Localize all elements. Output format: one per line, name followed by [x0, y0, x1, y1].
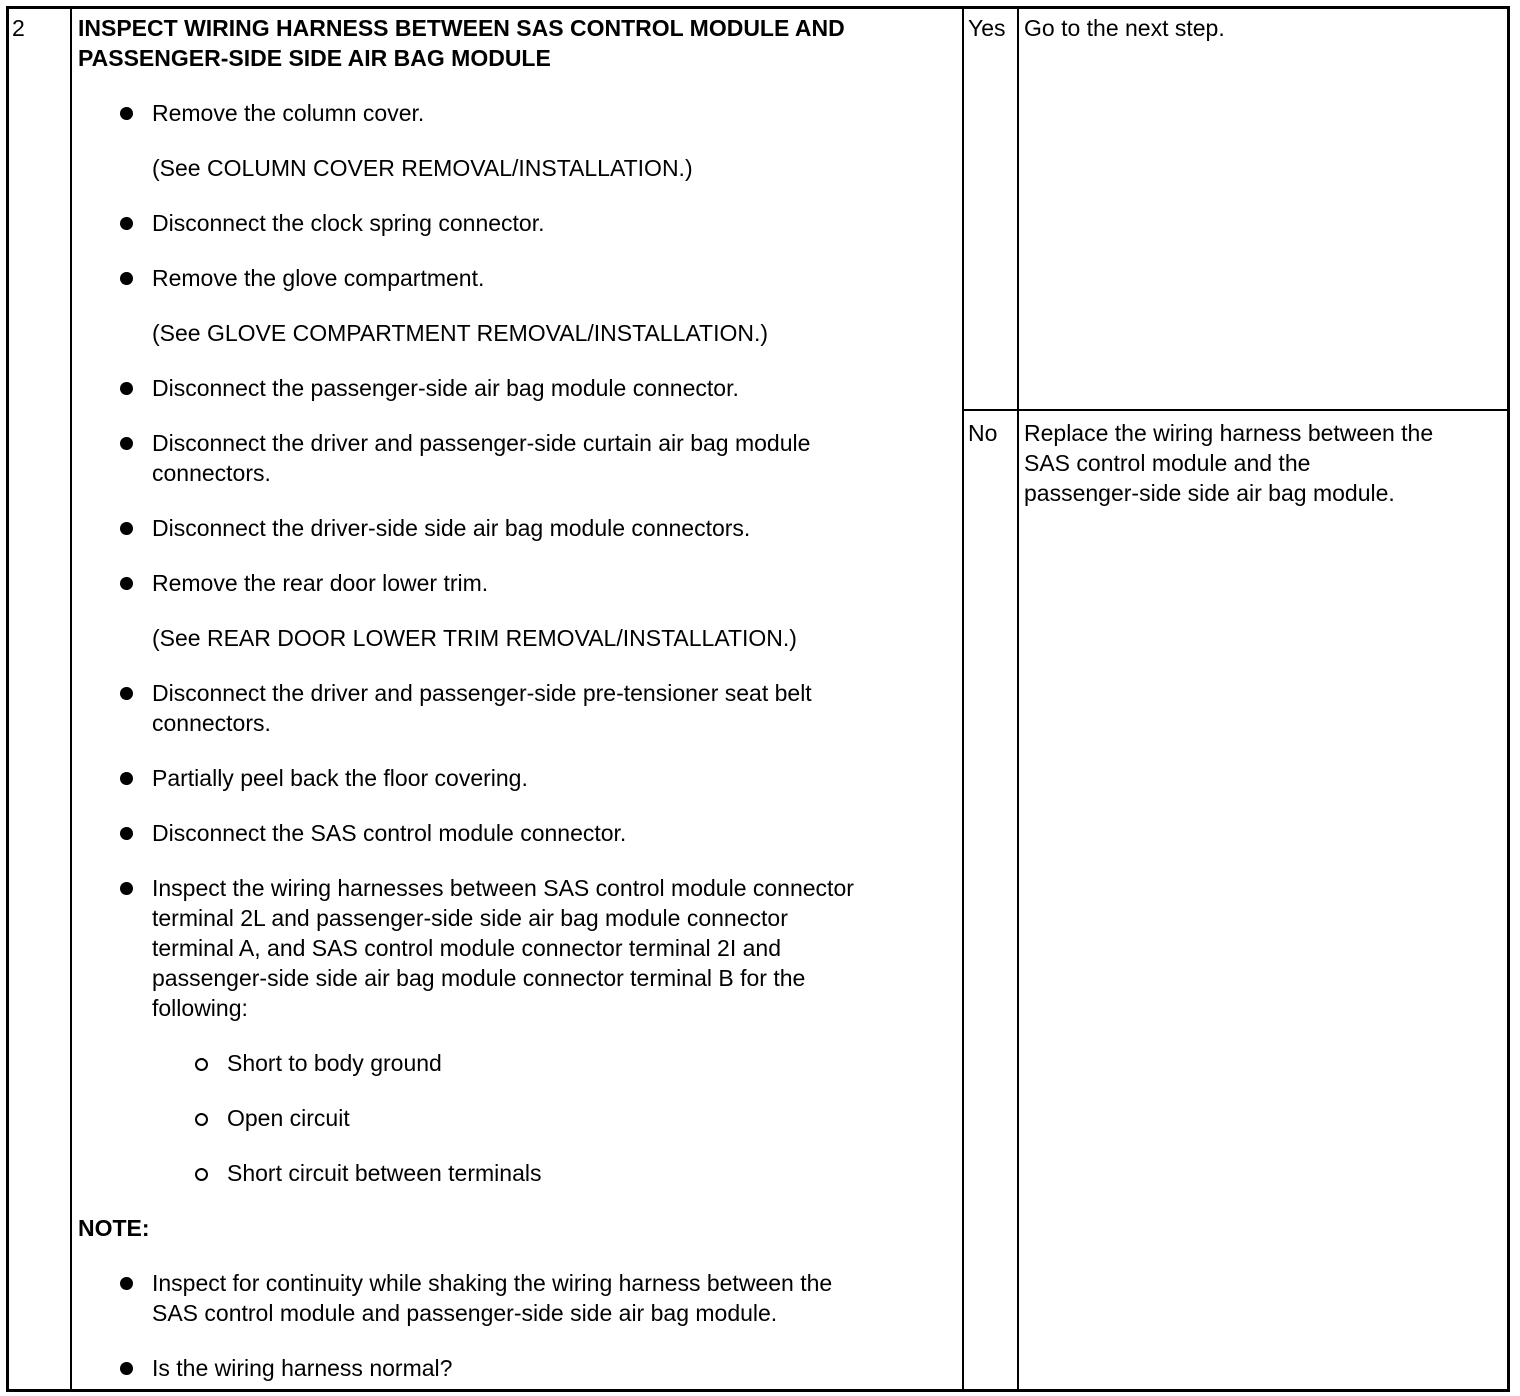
reference-text: (See REAR DOOR LOWER TRIM REMOVAL/INSTALLATION.) — [152, 625, 797, 651]
note-item: Inspect for continuity while shaking the wiring harness between the — [152, 1270, 833, 1296]
note-label: NOTE: — [78, 1215, 150, 1241]
list-item-continuation: connectors. — [152, 710, 271, 736]
sub-list-item: Short to body ground — [227, 1050, 442, 1076]
reference-text: (See COLUMN COVER REMOVAL/INSTALLATION.) — [152, 155, 693, 181]
sub-bullet-icon — [195, 1113, 208, 1126]
yes-action: Go to the next step. — [1024, 15, 1225, 41]
no-action-line3: passenger-side side air bag module. — [1024, 480, 1395, 506]
yes-label: Yes — [968, 15, 1006, 41]
list-item: Disconnect the SAS control module connector. — [152, 820, 627, 846]
list-item: Remove the column cover. — [152, 100, 425, 126]
bullet-icon — [120, 772, 133, 785]
column-divider-action — [1017, 9, 1019, 1389]
list-item: Disconnect the clock spring connector. — [152, 210, 545, 236]
list-item: Disconnect the driver and passenger-side curtain air bag module — [152, 430, 811, 456]
row-divider-yes-no — [964, 409, 1507, 411]
bullet-icon — [120, 1277, 133, 1290]
step-title-line2: PASSENGER-SIDE SIDE AIR BAG MODULE — [78, 45, 551, 71]
sub-list-item: Open circuit — [227, 1105, 350, 1131]
list-item: Disconnect the passenger-side air bag module connector. — [152, 375, 739, 401]
bullet-icon — [120, 1362, 133, 1375]
list-item: Remove the rear door lower trim. — [152, 570, 489, 596]
sub-bullet-icon — [195, 1058, 208, 1071]
bullet-icon — [120, 272, 133, 285]
bullet-icon — [120, 437, 133, 450]
step-number: 2 — [12, 15, 25, 41]
bullet-icon — [120, 217, 133, 230]
no-action-line2: SAS control module and the — [1024, 450, 1311, 476]
note-item-continuation: SAS control module and passenger-side side air bag module. — [152, 1300, 778, 1326]
list-item: Partially peel back the floor covering. — [152, 765, 528, 791]
list-item-continuation: terminal A, and SAS control module connector terminal 2I and — [152, 935, 782, 961]
bullet-icon — [120, 687, 133, 700]
list-item: Disconnect the driver-side side air bag module connectors. — [152, 515, 751, 541]
bullet-icon — [120, 827, 133, 840]
bullet-icon — [120, 107, 133, 120]
column-divider-step — [70, 9, 72, 1389]
question-text: Is the wiring harness normal? — [152, 1355, 453, 1381]
bullet-icon — [120, 882, 133, 895]
bullet-icon — [120, 522, 133, 535]
step-title-line1: INSPECT WIRING HARNESS BETWEEN SAS CONTROL MODULE AND — [78, 15, 845, 41]
list-item-continuation: terminal 2L and passenger-side side air bag module connector — [152, 905, 788, 931]
column-divider-result — [962, 9, 964, 1389]
sub-list-item: Short circuit between terminals — [227, 1160, 542, 1186]
list-item-continuation: connectors. — [152, 460, 271, 486]
sub-bullet-icon — [195, 1168, 208, 1181]
bullet-icon — [120, 382, 133, 395]
list-item-continuation: following: — [152, 995, 248, 1021]
list-item: Inspect the wiring harnesses between SAS control module connector — [152, 875, 854, 901]
list-item-continuation: passenger-side side air bag module connector terminal B for the — [152, 965, 806, 991]
list-item: Disconnect the driver and passenger-side pre-tensioner seat belt — [152, 680, 812, 706]
bullet-icon — [120, 577, 133, 590]
list-item: Remove the glove compartment. — [152, 265, 485, 291]
no-label: No — [968, 420, 998, 446]
reference-text: (See GLOVE COMPARTMENT REMOVAL/INSTALLATION.) — [152, 320, 769, 346]
no-action-line1: Replace the wiring harness between the — [1024, 420, 1434, 446]
